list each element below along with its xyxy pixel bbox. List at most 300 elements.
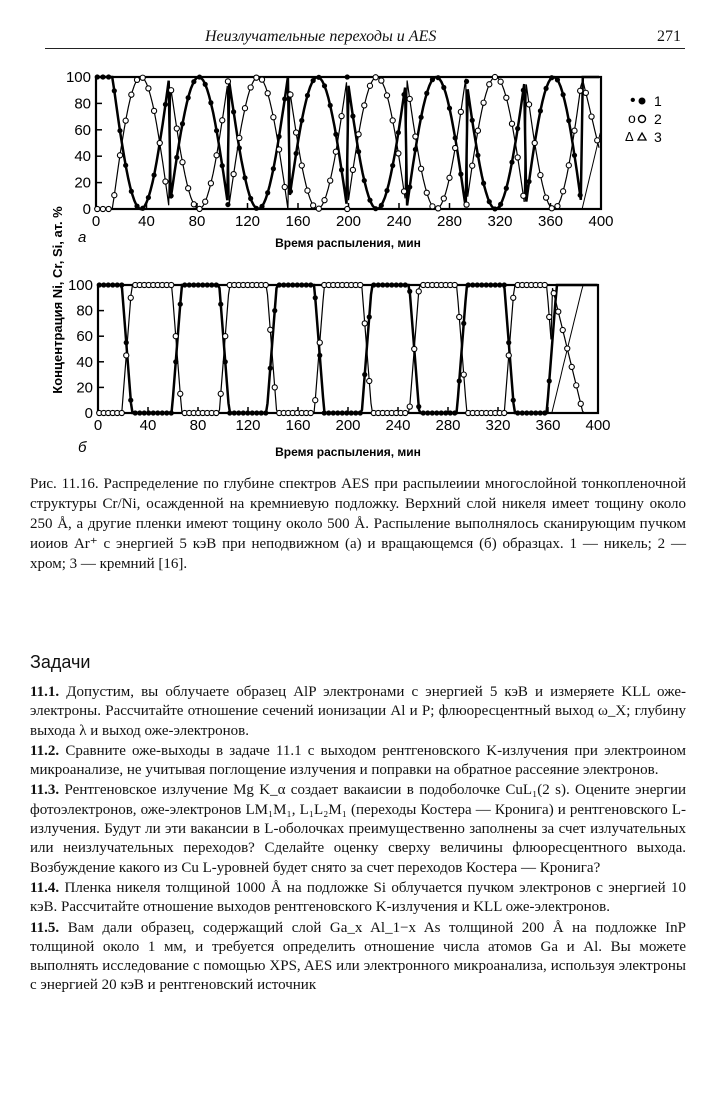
series-2-point: [311, 203, 316, 208]
series-1-point: [526, 179, 531, 184]
caption-text: Распределение по глубине спектров AES при распылеиии многослойной тонкопленочной структуры Cr/Ni, осажденной на кремниевую подложку. Верхний слой никеля имеет тощину около 250 Å, а другие пленки имеют тощину около 500 Å. Распыление выполнялось сканирующим пучком иоиов Ar⁺ с энергией 5 кэВ при неподвижном (а) и вращающемся (б) образцах. 1 — никель; 2 — хром; 3 — кремний [16].: [30, 476, 686, 572]
y-tick-label: 20: [74, 174, 91, 192]
problem-item: [30, 742, 686, 781]
problem-text: Вам дали образец, содержащий слой Ga_x Al_1−x As толщиной 200 Å на подложке InP толщиной около 1 мм, и требуется определить отношение числа атомов Ga и Al. Вы можете выполнять исследование с помощью XPS, AES или электронного микроанализа, используя электроны с энергией 20 кэВ и рентгеновский источник: [30, 919, 687, 994]
series-1-point: [509, 160, 514, 165]
series-1-point: [231, 109, 236, 114]
series-1-point: [543, 86, 548, 91]
series-2-point: [413, 134, 418, 139]
series-2-point: [180, 160, 185, 165]
series-1-point: [511, 398, 516, 403]
y-tick-label: 40: [74, 148, 91, 166]
section-title: Задачи: [30, 652, 91, 672]
series-1-point: [479, 282, 484, 287]
series-2-point: [526, 102, 531, 107]
series-2-point: [401, 189, 406, 194]
series-2-point: [208, 181, 213, 186]
series-1-point: [344, 410, 349, 415]
series-1-point: [493, 282, 498, 287]
series-2-point: [214, 153, 219, 158]
problem-number: 11.4.: [30, 879, 60, 896]
problem-list: [30, 683, 686, 997]
series-2-point: [453, 145, 458, 150]
x-tick-label: 360: [535, 417, 561, 434]
series-2-point: [578, 88, 583, 93]
series-1-point: [385, 282, 390, 287]
series-1-point: [106, 74, 111, 79]
series-2-point: [248, 85, 253, 90]
series-2-point: [237, 135, 242, 140]
problem-text: Рентгеновское излучение Mg K_α создает вакаисии в подоболочке CuL₁(2 s). Оцените энергии фотоэлектронов, оже-электронов LM₁M₁, L₁L₂M₁ (переходы Костера — Кронига) и рентгеновского L-излучения. Будут ли эти вакансии в L-оболочках преимущественно заполнены за счет излучательных или неизлучательных переходов? Сделайте оценку сверху величины флюоресцентного выхода. Возбуждение какого из Cu L-уровней будет снято за счет переходов Костера — Кронига?: [30, 782, 686, 876]
series-1-point: [436, 75, 441, 80]
y-tick-label: 60: [76, 328, 93, 346]
series-2-point: [169, 282, 174, 287]
series-1-point: [186, 95, 191, 100]
series-2-point: [186, 186, 191, 191]
series-2-point: [112, 193, 117, 198]
series-1-point: [326, 410, 331, 415]
series-2-point: [589, 114, 594, 119]
series-1-point: [237, 145, 242, 150]
series-2-point: [242, 106, 247, 111]
series-1-point: [311, 78, 316, 83]
series-2-point: [123, 118, 128, 123]
page-number: 271: [657, 28, 681, 45]
series-2-point: [313, 398, 318, 403]
series-1-point: [268, 366, 273, 371]
series-1-point: [173, 359, 178, 364]
series-2-point: [100, 206, 105, 211]
series-1-point: [123, 163, 128, 168]
x-tick-label: 200: [335, 417, 361, 434]
series-2-point: [339, 114, 344, 119]
x-tick-label: 360: [537, 213, 564, 230]
problem-item: [30, 879, 686, 918]
series-1-point: [146, 195, 151, 200]
series-1-point: [448, 410, 453, 415]
series-1-point: [197, 74, 202, 79]
series-1-point: [169, 410, 174, 415]
series-2-point: [317, 340, 322, 345]
series-1-point: [182, 282, 187, 287]
series-1-point: [547, 378, 552, 383]
series-2-point: [379, 78, 384, 83]
panel-a-chart: [66, 69, 614, 250]
series-1-point: [129, 189, 134, 194]
series-2-point: [549, 206, 554, 211]
series-1-point: [271, 166, 276, 171]
y-tick-label: 80: [74, 95, 91, 113]
series-1-point: [434, 410, 439, 415]
series-2-point: [362, 321, 367, 326]
series-2-point: [506, 353, 511, 358]
series-1-point: [328, 103, 333, 108]
series-2-point: [521, 193, 526, 198]
series-1-point: [340, 410, 345, 415]
series-2-point: [362, 103, 367, 108]
series-1-point: [232, 410, 237, 415]
problem-item: [30, 781, 686, 877]
series-1-point: [115, 282, 120, 287]
series-1-point: [461, 321, 466, 326]
series-1-point: [225, 202, 230, 207]
series-2-point: [504, 95, 509, 100]
series-1-point: [142, 410, 147, 415]
series-1-point: [396, 130, 401, 135]
series-1-point: [191, 282, 196, 287]
series-2-point: [174, 126, 179, 131]
series-2-point: [492, 74, 497, 79]
series-2-point: [367, 83, 372, 88]
series-1-point: [353, 410, 358, 415]
series-1-point: [533, 410, 538, 415]
series-2-point: [308, 410, 313, 415]
series-2-point: [464, 202, 469, 207]
series-1-point: [413, 147, 418, 152]
series-1-point: [254, 410, 259, 415]
series-1-point: [208, 100, 213, 105]
x-tick-label: 320: [485, 417, 511, 434]
series-2-point: [173, 334, 178, 339]
series-1-point: [481, 181, 486, 186]
series-1-point: [101, 282, 106, 287]
series-2-point: [390, 118, 395, 123]
series-2-point: [134, 77, 139, 82]
series-2-point: [333, 149, 338, 154]
series-1-point: [151, 172, 156, 177]
series-2-point: [288, 92, 293, 97]
x-tick-label: 40: [139, 417, 157, 434]
series-1-point: [209, 282, 214, 287]
series-1-point: [294, 151, 299, 156]
series-1-point: [196, 282, 201, 287]
problem-text: Сравните оже-выходы в задаче 11.1 с выходом рентгеновского K-излучения при электроином микроанализе, не учитывая поглощение излучения и поправки на обратное рассеяние электронов.: [30, 742, 686, 779]
series-1-point: [379, 203, 384, 208]
series-2-point: [220, 118, 225, 123]
series-2-point: [282, 184, 287, 189]
series-1-point: [555, 77, 560, 82]
series-2-point: [129, 92, 134, 97]
series-1-point: [498, 202, 503, 207]
series-2-point: [384, 93, 389, 98]
series-2-point: [458, 109, 463, 114]
series-1-point: [245, 410, 250, 415]
x-tick-label: 160: [285, 213, 311, 230]
x-tick-label: 280: [436, 213, 463, 230]
series-1-point: [447, 106, 452, 111]
series-2-point: [457, 314, 462, 319]
series-2-point: [197, 206, 202, 211]
series-1-point: [350, 114, 355, 119]
series-1-point: [439, 410, 444, 415]
series-2-point: [345, 206, 350, 211]
series-2-point: [407, 404, 412, 409]
series-1-point: [349, 410, 354, 415]
series-2-point: [436, 206, 441, 211]
series-2-point: [305, 188, 310, 193]
series-2-point: [191, 202, 196, 207]
x-tick-label: 240: [385, 417, 411, 434]
panel-b-x-axis-label: Время распыления, мин: [275, 445, 421, 459]
series-1-point: [418, 115, 423, 120]
series-2-point: [569, 364, 574, 369]
series-1-point: [331, 410, 336, 415]
series-2-point: [358, 282, 363, 287]
series-1-point: [488, 282, 493, 287]
y-tick-label: 0: [84, 405, 93, 422]
problem-item: [30, 683, 686, 741]
series-2-point: [566, 163, 571, 168]
series-2-point: [271, 115, 276, 120]
series-2-point: [124, 353, 129, 358]
series-1-point: [106, 282, 111, 287]
series-2-point: [214, 410, 219, 415]
series-1-point: [322, 410, 327, 415]
series-1-point: [140, 206, 145, 211]
series-1-point: [112, 88, 117, 93]
series-2-point: [106, 206, 111, 211]
series-1-point: [263, 410, 268, 415]
x-tick-label: 0: [93, 417, 103, 434]
series-2-point: [169, 88, 174, 93]
series-1-point: [248, 196, 253, 201]
series-2-point: [396, 151, 401, 156]
series-1-point: [128, 398, 133, 403]
series-1-point: [356, 149, 361, 154]
series-2-point: [511, 295, 516, 300]
series-2-point: [254, 75, 259, 80]
series-2-point: [294, 130, 299, 135]
y-tick-label: 60: [74, 121, 91, 139]
series-2-point: [218, 391, 223, 396]
series-3-line: [582, 133, 600, 209]
series-1-point: [425, 410, 430, 415]
series-1-point: [134, 204, 139, 209]
series-2-point: [424, 190, 429, 195]
series-1-point: [241, 410, 246, 415]
series-2-point: [157, 140, 162, 145]
series-1-point: [259, 410, 264, 415]
series-2-point: [350, 167, 355, 172]
series-1-point: [308, 282, 313, 287]
legend-open-marker: [639, 116, 646, 123]
series-2-point: [441, 196, 446, 201]
series-1-point: [187, 282, 192, 287]
series-1-point: [259, 204, 264, 209]
series-1-point: [169, 193, 174, 198]
series-2-point: [502, 410, 507, 415]
series-1-point: [178, 302, 183, 307]
panel-b-label: б: [78, 439, 87, 456]
x-tick-label: 80: [188, 213, 206, 230]
series-1-point: [286, 282, 291, 287]
series-2-point: [151, 108, 156, 113]
x-tick-label: 160: [285, 417, 311, 434]
series-2-point: [367, 378, 372, 383]
series-1-point: [160, 410, 165, 415]
series-1-point: [151, 410, 156, 415]
series-1-point: [304, 282, 309, 287]
series-1-point: [110, 282, 115, 287]
series-1-point: [358, 410, 363, 415]
legend: [625, 92, 662, 145]
series-1-point: [362, 178, 367, 183]
series-1-point: [317, 353, 322, 358]
series-1-point: [506, 340, 511, 345]
problem-text: Допустим, вы облучаете образец AlP электронами с энергией 5 кэВ и измеряете KLL оже-электроны. Рассчитайте отношение сечений ионизации Al и P; флюоресцентный выход ω_X; глубину выхода λ и выход оже-электронов.: [30, 684, 686, 739]
series-1-point: [475, 282, 480, 287]
series-1-point: [367, 314, 372, 319]
series-2-point: [470, 163, 475, 168]
caption-label: Рис. 11.16.: [30, 476, 99, 492]
series-2-point: [146, 86, 151, 91]
running-header: [45, 26, 685, 49]
series-1-point: [421, 410, 426, 415]
series-2-point: [276, 147, 281, 152]
series-1-point: [220, 163, 225, 168]
series-1-point: [227, 410, 232, 415]
series-1-point: [566, 118, 571, 123]
series-1-point: [223, 359, 228, 364]
series-2-point: [509, 121, 514, 126]
series-1-point: [453, 135, 458, 140]
series-2-point: [578, 401, 583, 406]
figure-caption: [30, 474, 686, 574]
x-tick-label: 0: [91, 213, 101, 230]
x-tick-label: 400: [588, 213, 614, 230]
series-2-point: [268, 327, 273, 332]
series-1-point: [515, 410, 520, 415]
series-1-point: [203, 82, 208, 87]
series-1-point: [452, 410, 457, 415]
series-2-point: [223, 334, 228, 339]
series-1-point: [424, 91, 429, 96]
series-2-point: [225, 79, 230, 84]
series-1-point: [470, 118, 475, 123]
series-2-point: [316, 206, 321, 211]
series-1-point: [484, 282, 489, 287]
x-tick-label: 40: [138, 213, 155, 230]
series-2-point: [231, 172, 236, 177]
series-1-point: [497, 282, 502, 287]
legend-triangle-marker: [638, 133, 646, 140]
series-2-point: [595, 138, 600, 143]
x-tick-label: 400: [585, 417, 611, 434]
x-tick-label: 120: [234, 213, 261, 230]
series-2-point: [481, 100, 486, 105]
series-1-point: [389, 282, 394, 287]
series-2-point: [117, 153, 122, 158]
series-2-point: [515, 155, 520, 160]
series-2-point: [560, 327, 565, 332]
series-2-point: [95, 206, 100, 211]
series-2-point: [265, 91, 270, 96]
problem-number: 11.3.: [30, 782, 60, 799]
panel-a-label: а: [78, 229, 87, 246]
legend-label-2: 2: [654, 111, 662, 127]
series-2-point: [538, 172, 543, 177]
series-2-point: [178, 391, 183, 396]
series-2-point: [547, 314, 552, 319]
series-1-point: [362, 372, 367, 377]
series-1-point: [390, 163, 395, 168]
series-2-point: [272, 385, 277, 390]
series-2-point: [555, 204, 560, 209]
series-2-point: [140, 75, 145, 80]
series-2-point: [452, 282, 457, 287]
series-1-point: [164, 410, 169, 415]
series-1-point: [345, 74, 350, 79]
series-1-point: [542, 410, 547, 415]
series-1-point: [339, 167, 344, 172]
series-1-point: [299, 282, 304, 287]
depth-profile-figure: [0, 60, 708, 470]
series-2-point: [263, 282, 268, 287]
series-1-point: [288, 189, 293, 194]
series-1-point: [305, 93, 310, 98]
series-1-point: [430, 410, 435, 415]
series-1-point: [281, 282, 286, 287]
series-1-point: [371, 282, 376, 287]
series-2-point: [356, 132, 361, 137]
series-1-point: [277, 282, 282, 287]
legend-entry-3: [625, 129, 662, 145]
series-2-point: [461, 372, 466, 377]
x-tick-label: 120: [235, 417, 261, 434]
series-2-point: [407, 96, 412, 101]
x-tick-label: 280: [435, 417, 461, 434]
series-2-point: [487, 82, 492, 87]
legend-triangle-symbol: Δ: [625, 129, 634, 144]
series-2-point: [572, 128, 577, 133]
series-2-point: [498, 79, 503, 84]
series-1-point: [492, 206, 497, 211]
running-title: Неизлучательные переходы и AES: [205, 28, 437, 45]
series-1-point: [200, 282, 205, 287]
y-tick-label: 80: [76, 302, 93, 320]
series-2-point: [475, 128, 480, 133]
series-1-point: [464, 79, 469, 84]
series-1-point: [272, 308, 277, 313]
series-1-point: [458, 172, 463, 177]
x-tick-label: 320: [487, 213, 513, 230]
series-2-point: [299, 163, 304, 168]
legend-open-symbol: o: [628, 110, 636, 126]
series-2-point: [416, 289, 421, 294]
legend-entry-2: [628, 110, 662, 127]
series-2-point: [403, 410, 408, 415]
series-1-point: [504, 186, 509, 191]
series-1-point: [515, 126, 520, 131]
series-2-point: [447, 175, 452, 180]
series-1-point: [155, 410, 160, 415]
series-1-point: [407, 184, 412, 189]
series-2-point: [203, 199, 208, 204]
series-2-point: [373, 75, 378, 80]
y-tick-label: 20: [76, 379, 93, 397]
series-1-point: [538, 108, 543, 113]
series-1-point: [236, 410, 241, 415]
series-1-point: [524, 410, 529, 415]
series-2-point: [532, 140, 537, 145]
x-tick-label: 80: [189, 417, 207, 434]
series-1-point: [174, 155, 179, 160]
series-1-point: [384, 188, 389, 193]
y-tick-label: 0: [82, 201, 91, 218]
series-2-point: [556, 309, 561, 314]
series-2-point: [328, 178, 333, 183]
x-tick-label: 200: [335, 213, 362, 230]
